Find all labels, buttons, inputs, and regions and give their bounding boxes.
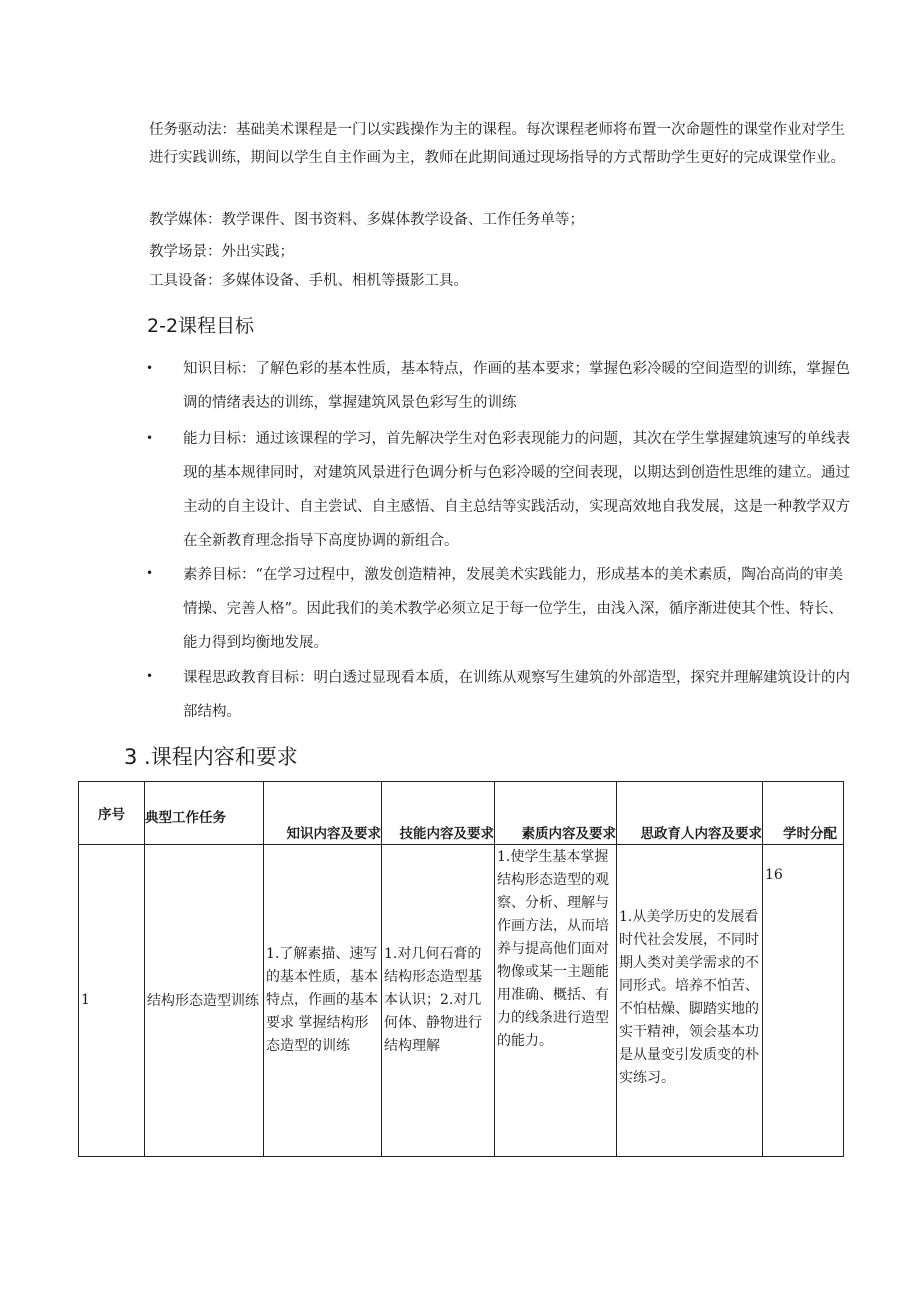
bullet-icon: • bbox=[146, 669, 154, 683]
goal-ability: 能力目标：通过该课程的学习，首先解决学生对色彩表现能力的问题，其次在学生掌握建筑速写的单线表现的基本规律同时，对建筑风景进行色调分析与色彩冷暖的空间表现，以期达到创造性思维的建立。通过主动的自主设计、自主尝试、自主感悟、自主总结等实践活动，实现高效地自我发展，这是一种教学双方在全新教育理念指导下高度协调的新组合。 bbox=[183, 431, 850, 549]
bullet-icon: • bbox=[146, 361, 154, 375]
course-content-table bbox=[78, 781, 844, 1157]
goal-knowledge: 知识目标：了解色彩的基本性质，基本特点，作画的基本要求；掌握色彩冷暖的空间造型的训练，掌握色调的情绪表达的训练，掌握建筑风景色彩写生的训练 bbox=[183, 361, 850, 411]
header-quality: 素质内容及要求 bbox=[495, 782, 617, 845]
goal-ideology: 课程思政教育目标：明白透过显现看本质，在训练从观察写生建筑的外部造型，探究并理解建筑设计的内部结构。 bbox=[183, 670, 850, 720]
tools-line: 工具设备：多媒体设备、手机、相机等摄影工具。 bbox=[149, 273, 468, 289]
row-task: 结构形态造型训练 bbox=[145, 845, 264, 1157]
header-task: 典型工作任务 bbox=[145, 782, 264, 845]
table-header-row bbox=[79, 782, 844, 845]
row-skill: 1.对几何石膏的结构形态造型基本认识；2.对几何体、静物进行结构理解 bbox=[382, 845, 495, 1157]
content-heading: 3 .课程内容和要求 bbox=[124, 745, 298, 769]
scene-line: 教学场景：外出实践； bbox=[149, 244, 294, 260]
row-no: 1 bbox=[79, 845, 145, 1157]
media-line: 教学媒体：教学课件、图书资料、多媒体教学设备、工作任务单等； bbox=[149, 212, 584, 228]
header-hours: 学时分配 bbox=[763, 782, 844, 845]
header-ideology: 思政育人内容及要求 bbox=[617, 782, 763, 845]
task-method-paragraph bbox=[113, 116, 848, 172]
table-row bbox=[79, 845, 844, 1157]
goal-literacy: 素养目标：“在学习过程中，激发创造精神，发展美术实践能力，形成基本的美术素质，陶冶高尚的审美情操、完善人格”。因此我们的美术教学必须立足于每一位学生，由浅入深，循序渐进使其个性、特长、能力得到均衡地发展。 bbox=[183, 567, 843, 651]
row-knowledge: 1.了解素描、速写的基本性质，基本特点，作画的基本要求 掌握结构形态造型的训练 bbox=[264, 845, 382, 1157]
goals-heading: 2-2课程目标 bbox=[147, 315, 255, 337]
row-hours: 16 bbox=[763, 845, 844, 1157]
row-quality: 1.使学生基本掌握结构形态造型的观察、分析、理解与作画方法，从而培养与提高他们面对物像或某一主题能用准确、概括、有力的线条进行造型的能力。 bbox=[495, 845, 617, 1157]
bullet-icon: • bbox=[146, 566, 154, 580]
header-knowledge: 知识内容及要求 bbox=[264, 782, 382, 845]
bullet-icon: • bbox=[146, 431, 154, 445]
task-method-text: 任务驱动法：基础美术课程是一门以实践操作为主的课程。每次课程老师将布置一次命题性的课堂作业对学生进行实践训练，期间以学生自主作画为主，教师在此期间通过现场指导的方式帮助学生更好的完成课堂作业。 bbox=[149, 122, 845, 166]
header-no: 序号 bbox=[79, 782, 145, 845]
row-ideology: 1.从美学历史的发展看时代社会发展，不同时期人类对美学需求的不同形式。培养不怕苦、不怕枯燥、脚踏实地的实干精神，领会基本功是从量变引发质变的朴实练习。 bbox=[617, 845, 763, 1157]
header-skill: 技能内容及要求 bbox=[382, 782, 495, 845]
